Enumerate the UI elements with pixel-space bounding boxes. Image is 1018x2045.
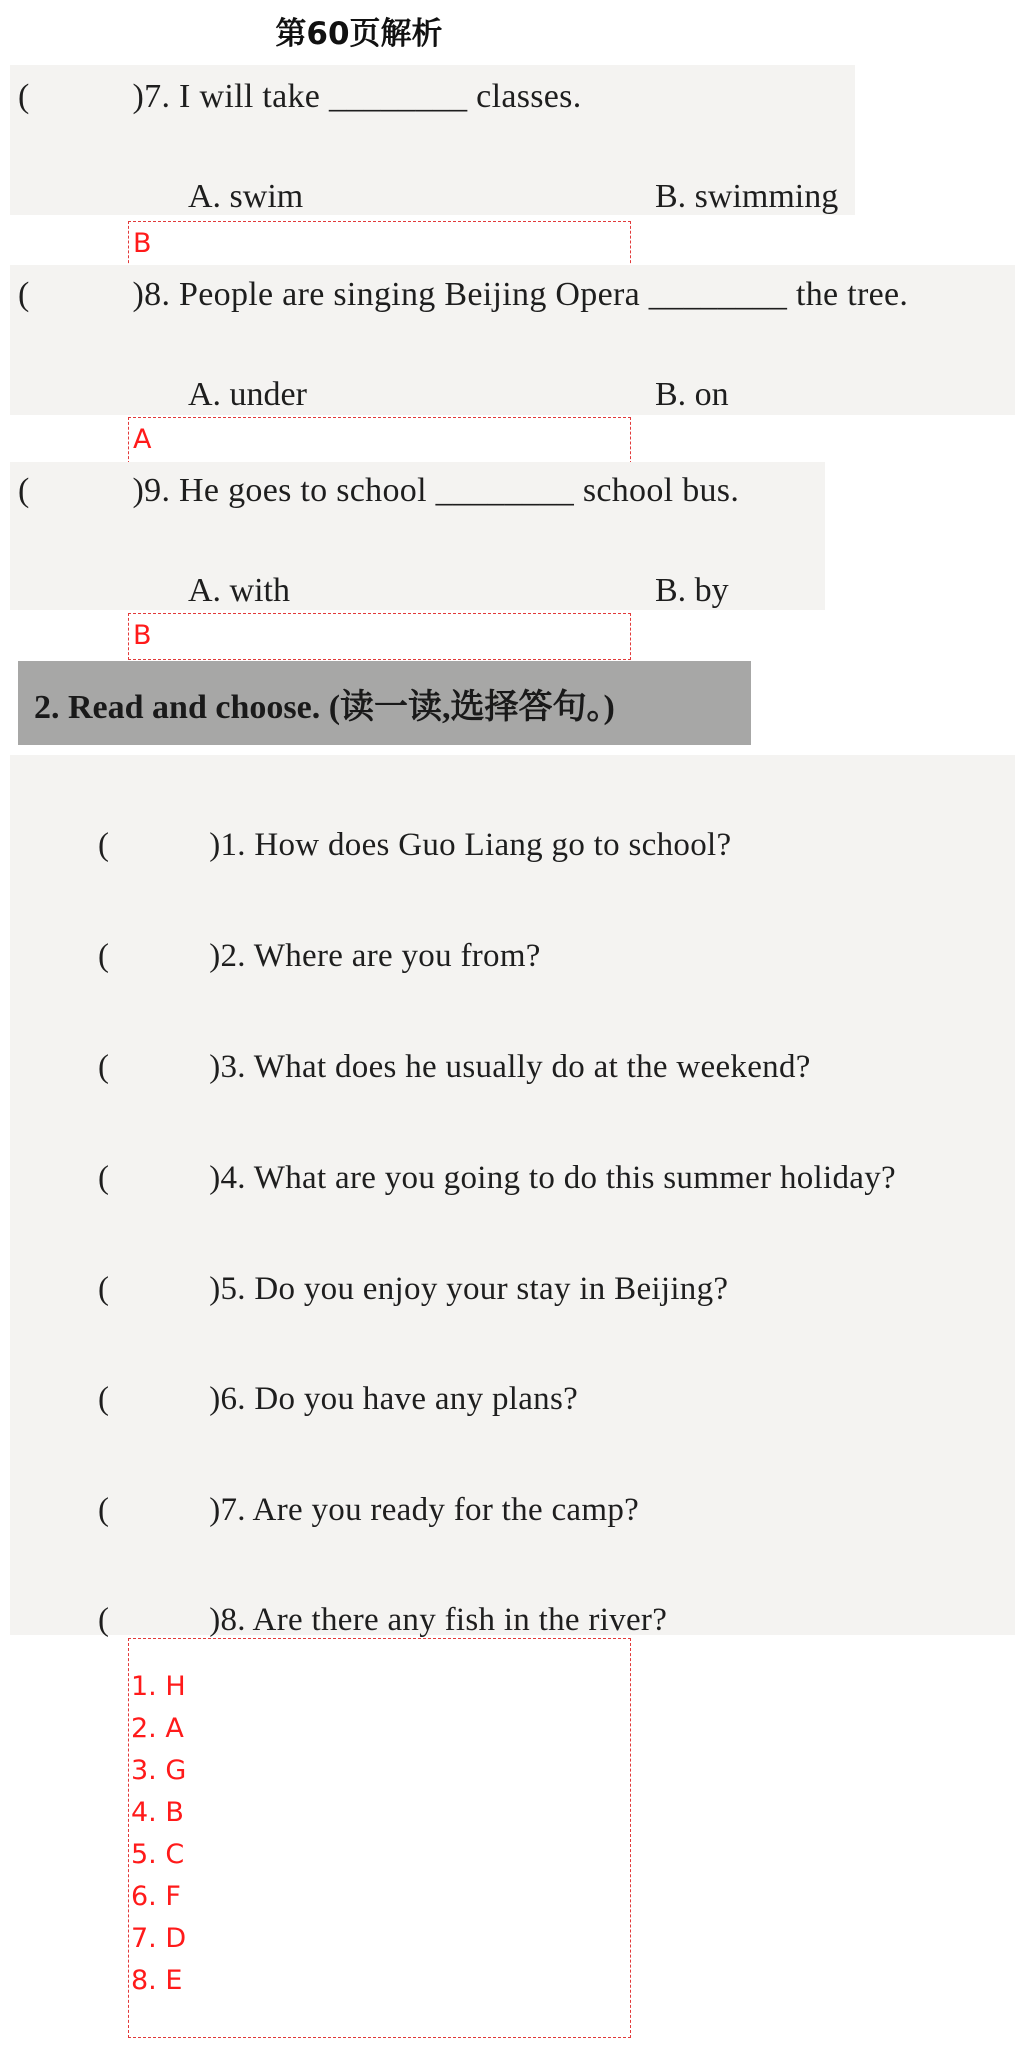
question-9-answer: B [133,620,152,651]
question-7-answer: B [133,228,152,259]
section-title: 2. Read and choose. (读一读,选择答句。) [34,689,615,726]
section-header [18,661,751,745]
read-choose-item-2: ( )2. Where are you from? [98,938,541,974]
answer-item-5: 5. C [131,1839,185,1870]
read-choose-item-5: ( )5. Do you enjoy your stay in Beijing? [98,1271,729,1307]
question-9-option-b: B. by [655,572,729,609]
read-choose-item-7: ( )7. Are you ready for the camp? [98,1492,640,1528]
question-9-text: ( )9. He goes to school ________ school bus. [18,472,740,509]
question-9-option-a: A. with [188,572,290,609]
read-choose-item-8: ( )8. Are there any fish in the river? [98,1602,668,1638]
question-7-text: ( )7. I will take ________ classes. [18,78,582,115]
question-7-option-a: A. swim [188,178,304,215]
question-8-option-b: B. on [655,376,729,413]
question-8-option-a: A. under [188,376,307,413]
question-8-answer: A [133,424,152,455]
answer-item-8: 8. E [131,1965,183,1996]
question-8-text: ( )8. People are singing Beijing Opera ________ the tree. [18,276,909,313]
question-9-answer-box [128,613,631,660]
answer-item-3: 3. G [131,1755,187,1786]
read-choose-item-4: ( )4. What are you going to do this summer holiday? [98,1160,896,1196]
answer-item-7: 7. D [131,1923,187,1954]
question-8-answer-box [128,417,631,464]
read-choose-item-1: ( )1. How does Guo Liang go to school? [98,827,732,863]
read-choose-item-3: ( )3. What does he usually do at the weekend? [98,1049,811,1085]
answer-list-box [128,1638,631,2038]
answer-item-2: 2. A [131,1713,184,1744]
page-title: 第60页解析 [275,16,443,52]
answer-item-1: 1. H [131,1671,186,1702]
answer-item-6: 6. F [131,1881,181,1912]
question-7-option-b: B. swimming [655,178,839,215]
question-7-answer-box [128,221,631,268]
read-choose-item-6: ( )6. Do you have any plans? [98,1381,579,1417]
answer-item-4: 4. B [131,1797,184,1828]
